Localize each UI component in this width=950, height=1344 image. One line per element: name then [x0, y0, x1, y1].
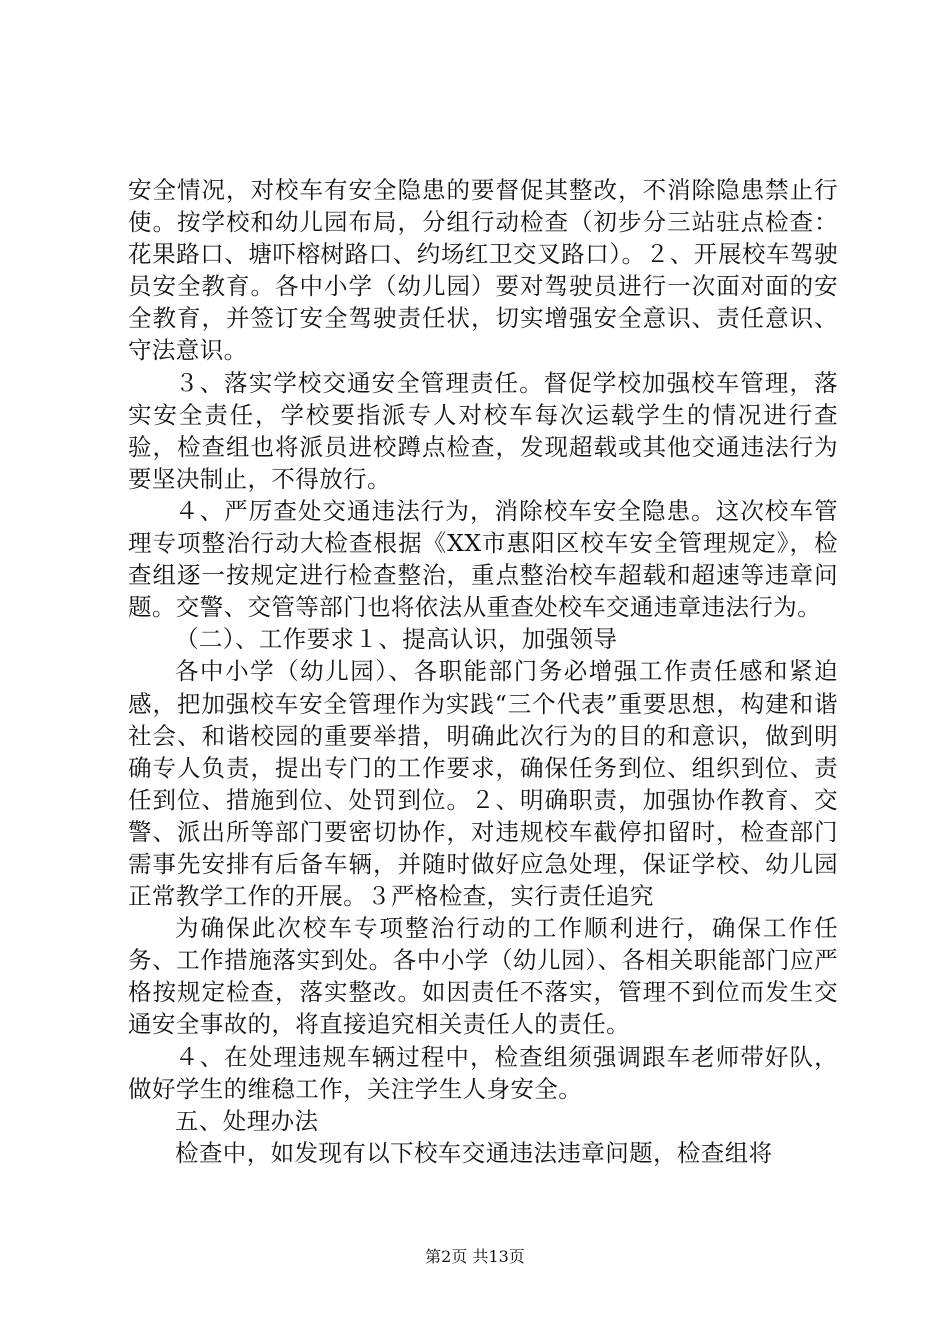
paragraph-7: ４、在处理违规车辆过程中，检查组须强调跟车老师带好队，做好学生的维稳工作，关注学生人身安全。 — [128, 1042, 838, 1103]
paragraph-3: ４、严厉查处交通违法行为，消除校车安全隐患。这次校车管理专项整治行动大检查根据《XX市惠阳区校车安全管理规定》，检查组逐一按规定进行检查整治，重点整治校车超载和超速等违章问题。交警、交管等部门也将依法从重查处校车交通违章违法行为。 — [128, 496, 838, 622]
document-body — [128, 174, 838, 1169]
paragraph-6: 为确保此次校车专项整治行动的工作顺利进行，确保工作任务、工作措施落实到处。各中小学（幼儿园）、各相关职能部门应严格按规定检查，落实整改。如因责任不落实，管理不到位而发生交通安全事故的，将直接追究相关责任人的责任。 — [128, 914, 838, 1039]
page-footer: 第2页 共13页 — [425, 1247, 525, 1266]
paragraph-4: （二）、工作要求１、提高认识，加强领导 — [175, 625, 618, 654]
paragraph-9: 检查中，如发现有以下校车交通违法违章问题，检查组将 — [175, 1138, 773, 1167]
paragraph-1: 安全情况，对校车有安全隐患的要督促其整改，不消除隐患禁止行使。按学校和幼儿园布局，分组行动检查（初步分三站驻点检查：花果路口、塘吓榕树路口、约场红卫交叉路口）。２、开展校车驾驶员安全教育。各中小学（幼儿园）要对驾驶员进行一次面对面的安全教育，并签订安全驾驶责任状，切实增强安全意识、责任意识、守法意识。 — [128, 176, 838, 365]
paragraph-2: ３、落实学校交通安全管理责任。督促学校加强校车管理，落实安全责任，学校要指派专人对校车每次运载学生的情况进行查验，检查组也将派员进校蹲点检查，发现超载或其他交通违法行为要坚决制止，不得放行。 — [128, 368, 838, 493]
paragraph-5: 各中小学（幼儿园）、各职能部门务必增强工作责任感和紧迫感，把加强校车安全管理作为实践“三个代表”重要思想，构建和谐社会、和谐校园的重要举措，明确此次行为的目的和意识，做到明确专人负责，提出专门的工作要求，确保任务到位、组织到位、责任到位、措施到位、处罚到位。２、明确职责，加强协作教育、交警、派出所等部门要密切协作，对违规校车截停扣留时，检查部门需事先安排有后备车辆，并随时做好应急处理，保证学校、幼儿园正常教学工作的开展。３严格检查，实行责任追究 — [128, 657, 838, 911]
paragraph-8: 五、处理办法 — [175, 1106, 319, 1135]
